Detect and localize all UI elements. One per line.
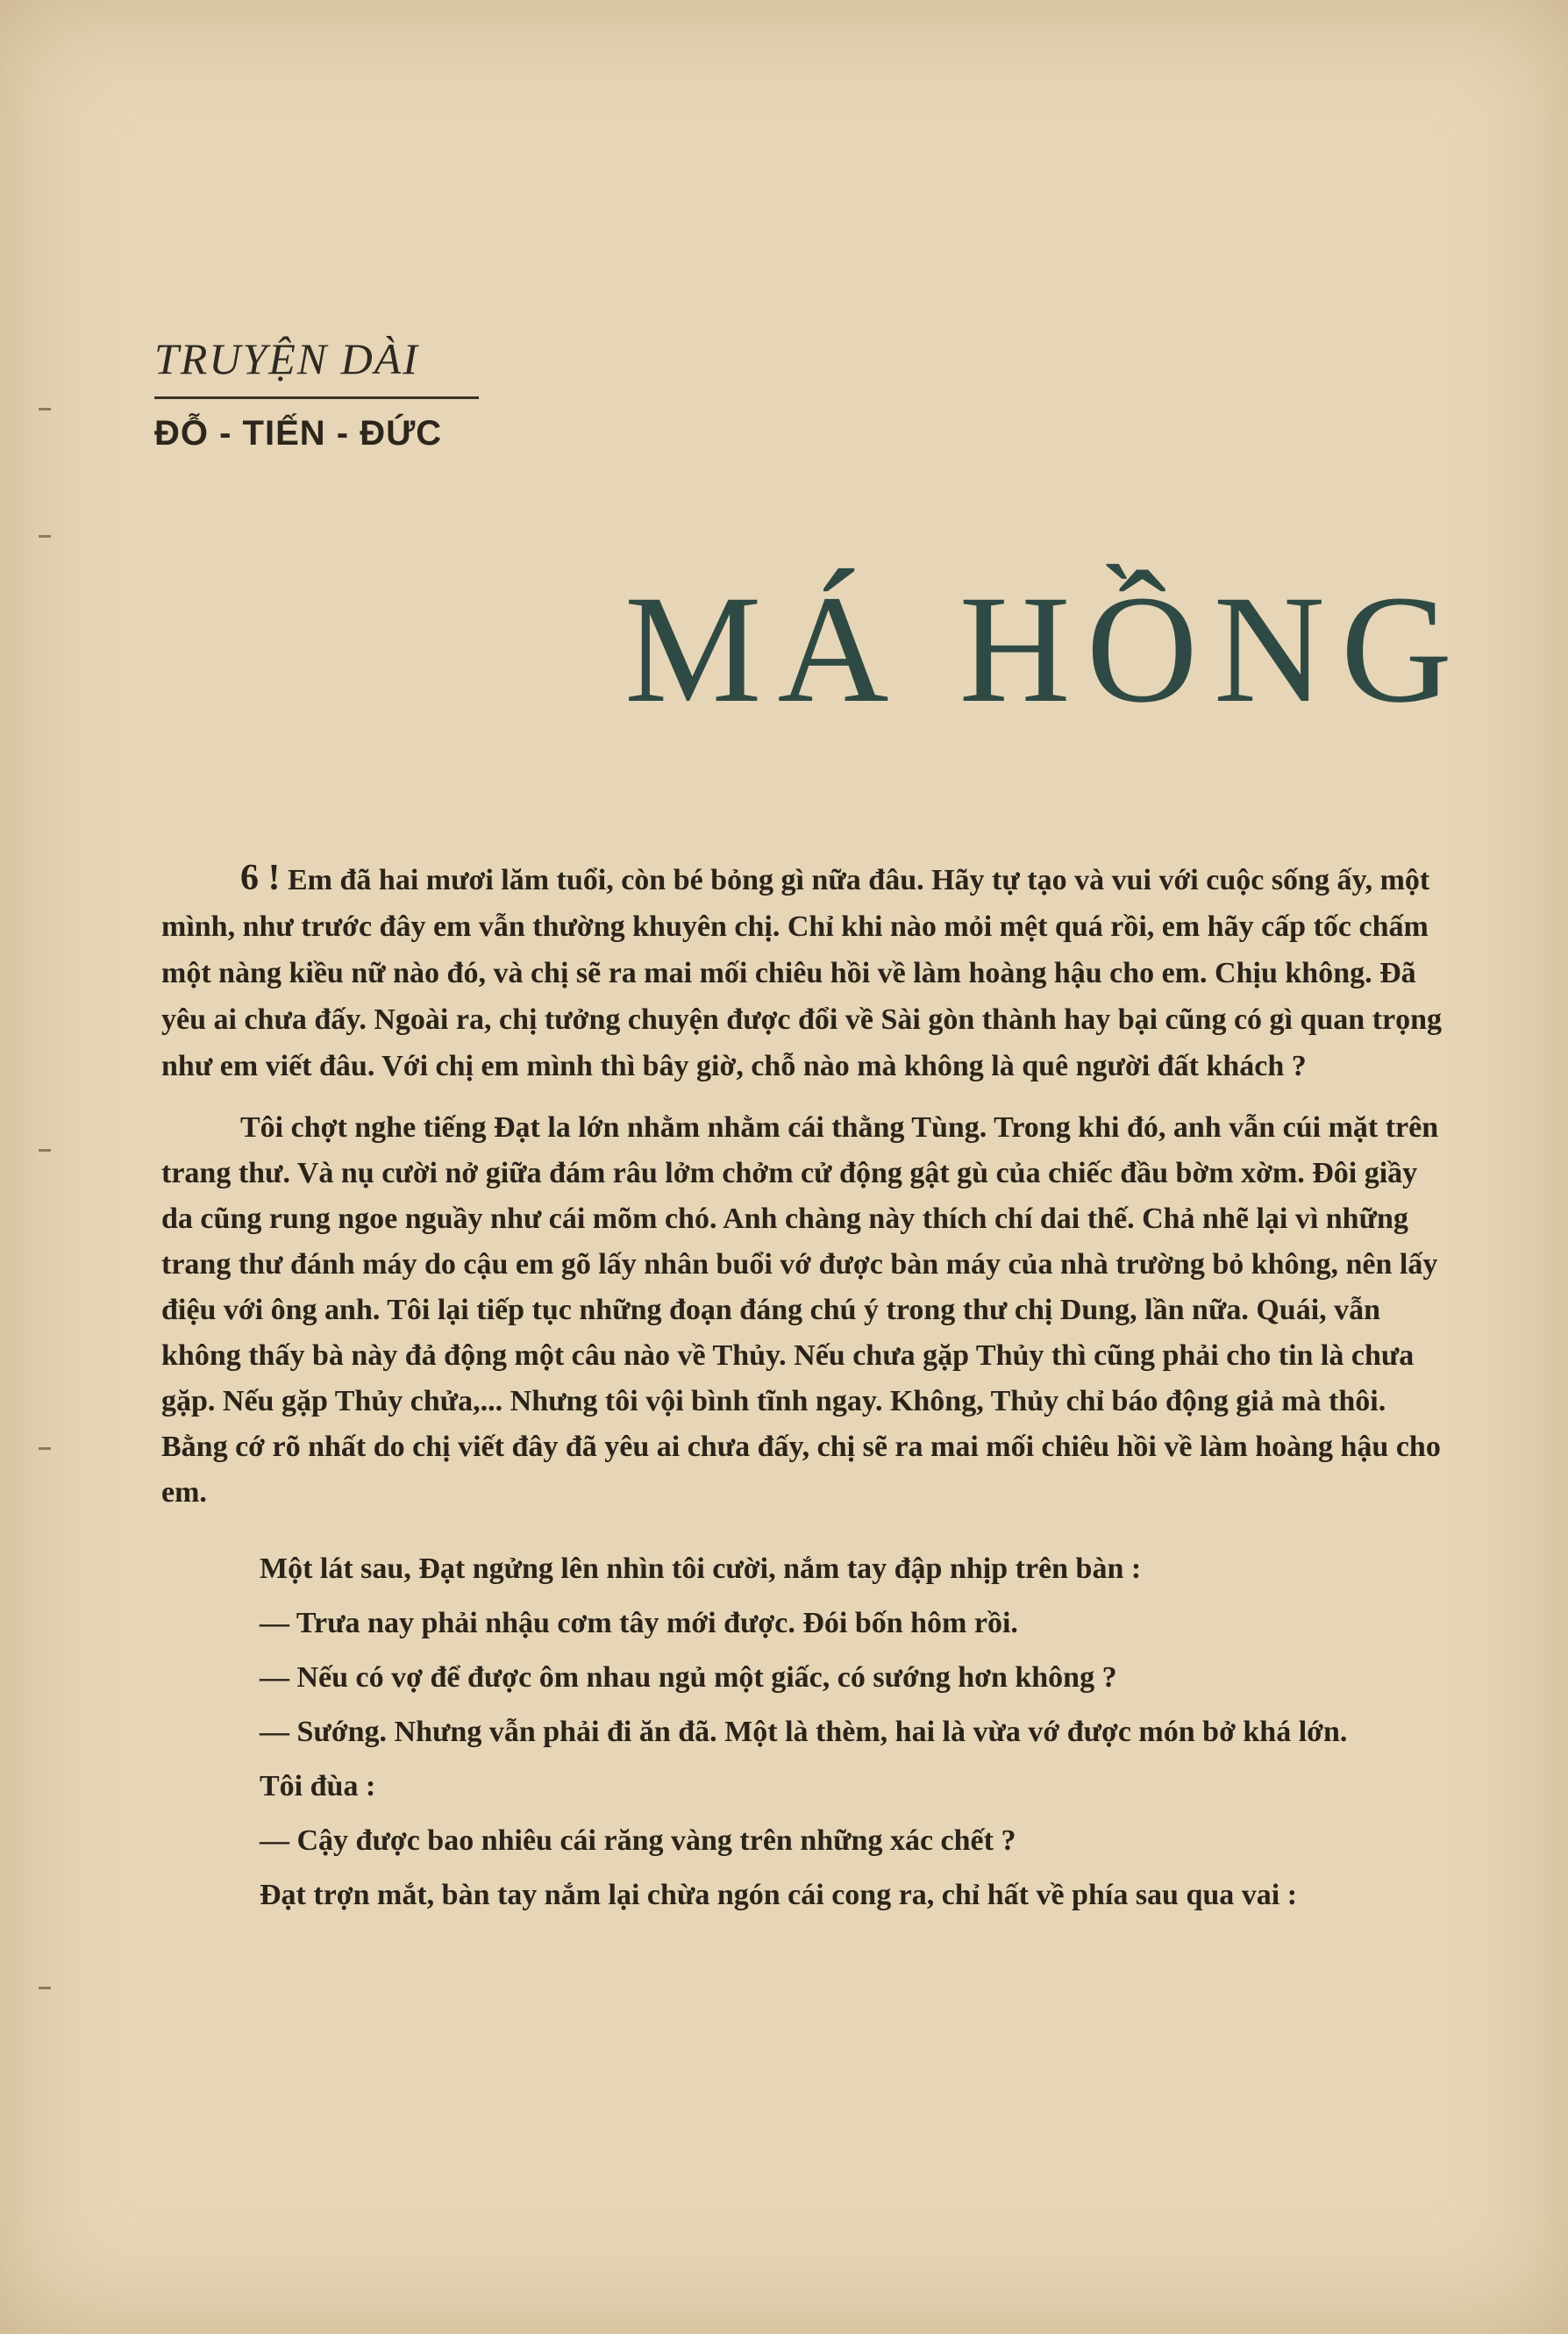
margin-mark xyxy=(39,1447,51,1450)
author-name: ĐỖ - TIẾN - ĐỨC xyxy=(154,414,443,453)
story-title: MÁ HỒNG xyxy=(624,564,1468,735)
margin-mark xyxy=(39,408,51,410)
letter-text: Em đã hai mươi lăm tuổi, còn bé bỏng gì nữa đâu. Hãy tự tạo và vui với cuộc sống ấy, một mình, như trước đây em vẫn thường khuyên chị. Chỉ khi nào mỏi mệt quá rồi, em hãy cấp tốc chấm một nàng kiều nữ nào đó, và chị sẽ ra mai mối chiêu hồi về làm hoàng hậu cho em. Chịu không. Đã yêu ai chưa đấy. Ngoài ra, chị tưởng chuyện được đổi về Sài gòn thành hay bại cũng có gì quan trọng như em viết đâu. Với chị em mình thì bây giờ, chỗ nào mà không là quê người đất khách ? xyxy=(161,864,1443,1082)
letter-paragraph xyxy=(161,855,1450,1089)
letter-number: 6 ! xyxy=(240,858,281,898)
narration-paragraph: Một lát sau, Đạt ngửng lên nhìn tôi cười, nắm tay đập nhịp trên bàn : xyxy=(260,1552,1142,1585)
dialogue-line: — Cậy được bao nhiêu cái răng vàng trên những xác chết ? xyxy=(260,1824,1016,1857)
margin-mark xyxy=(39,1987,51,1989)
story-body xyxy=(161,855,1450,1923)
narration-paragraph: Tôi đùa : xyxy=(260,1770,376,1802)
margin-mark xyxy=(39,535,51,538)
narration-paragraph: Tôi chợt nghe tiếng Đạt la lớn nhằm nhằm cái thằng Tùng. Trong khi đó, anh vẫn cúi mặt trên trang thư. Và nụ cười nở giữa đám râu lởm chởm cử động gật gù của chiếc đầu bờm xờm. Đôi giầy da cũng rung ngoe nguầy như cái mõm chó. Anh chàng này thích chí dai thế. Chả nhẽ lại vì những trang thư đánh máy do cậu em gõ lấy nhân buổi vớ được bàn máy của nhà trường bỏ không, nên lấy điệu với ông anh. Tôi lại tiếp tục những đoạn đáng chú ý trong thư chị Dung, lần nữa. Quái, vẫn không thấy bà này đả động một câu nào về Thủy. Nếu chưa gặp Thủy thì cũng phải cho tin là chưa gặp. Nếu gặp Thủy chửa,... Nhưng tôi vội bình tĩnh ngay. Không, Thủy chỉ báo động giả mà thôi. Bằng cớ rõ nhất do chị viết đây đã yêu ai chưa đấy, chị sẽ ra mai mối chiêu hồi về làm hoàng hậu cho em. xyxy=(161,1111,1441,1509)
narration-paragraph: Đạt trợn mắt, bàn tay nắm lại chừa ngón cái cong ra, chỉ hất về phía sau qua vai : xyxy=(260,1879,1298,1911)
dialogue-line: — Trưa nay phải nhậu cơm tây mới được. Đói bốn hôm rồi. xyxy=(260,1607,1018,1639)
section-kicker: TRUYỆN DÀI xyxy=(154,334,419,383)
kicker-underline xyxy=(154,396,479,399)
margin-mark xyxy=(39,1149,51,1152)
dialogue-line: — Sướng. Nhưng vẫn phải đi ăn đã. Một là thèm, hai là vừa vớ được món bở khá lớn. xyxy=(260,1716,1348,1748)
dialogue-line: — Nếu có vợ để được ôm nhau ngủ một giấc, có sướng hơn không ? xyxy=(260,1661,1117,1694)
